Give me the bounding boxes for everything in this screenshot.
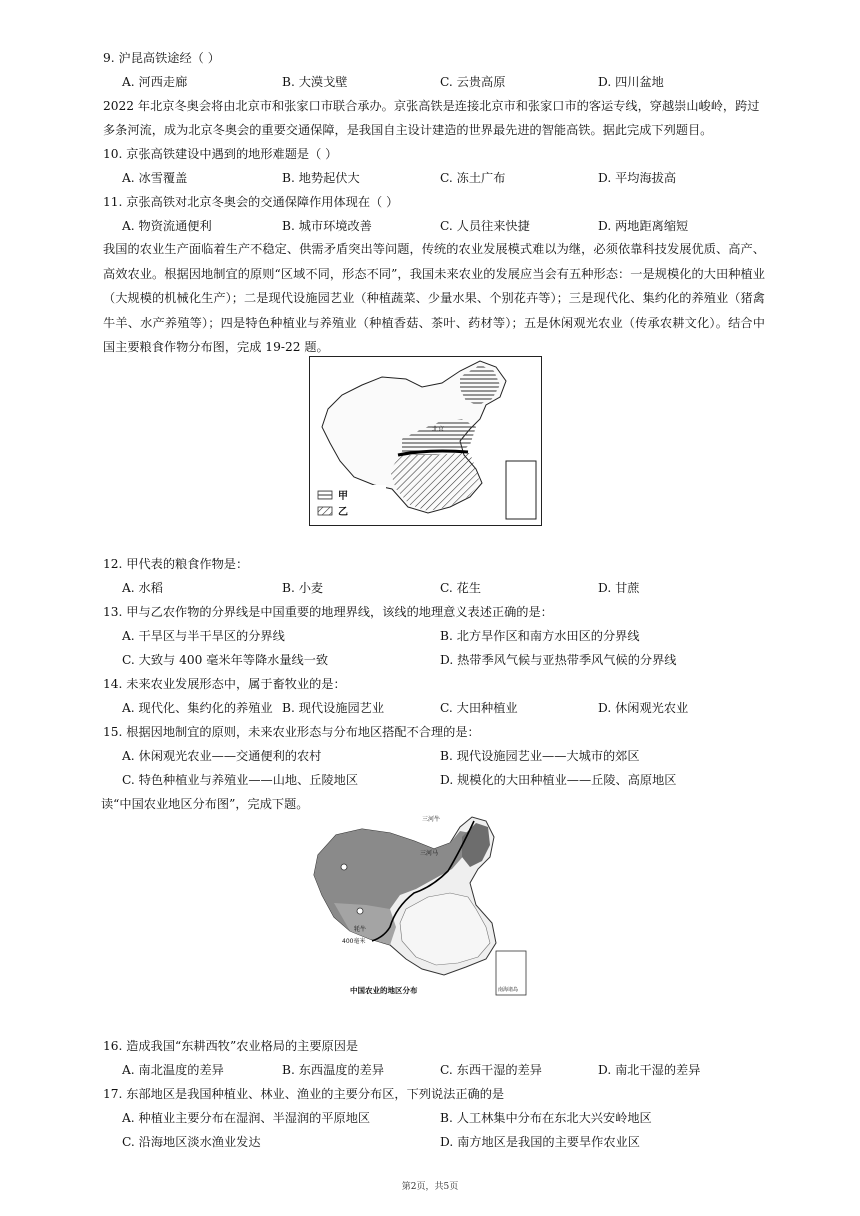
q12-option-b: B. 小麦 xyxy=(282,581,324,595)
map-caption: 中国农业的地区分布 xyxy=(350,986,418,995)
q13-option-a: A. 干旱区与半干旱区的分界线 xyxy=(122,629,285,643)
crop-distribution-map xyxy=(309,356,542,526)
question-10-stem: 10. 京张高铁建设中遇到的地形难题是（ ） xyxy=(103,147,338,161)
south-sea-inset xyxy=(506,461,536,519)
q17-option-c: C. 沿海地区淡水渔业发达 xyxy=(122,1135,261,1149)
passage-3: 读“中国农业地区分布图”，完成下题。 xyxy=(101,797,309,811)
label-sanhema: 三河马 xyxy=(420,850,439,857)
question-11-stem: 11. 京张高铁对北京冬奥会的交通保障作用体现在（ ） xyxy=(103,195,399,209)
q13-option-d: D. 热带季风气候与亚热带季风气候的分界线 xyxy=(440,653,677,667)
map-legend xyxy=(314,485,386,521)
question-9-stem: 9. 沪昆高铁途经（ ） xyxy=(103,51,220,65)
q16-option-c: C. 东西干湿的差异 xyxy=(440,1063,542,1077)
q14-option-d: D. 休闲观光农业 xyxy=(598,701,689,715)
agriculture-regions-map xyxy=(310,813,546,1003)
q14-option-a: A. 现代化、集约化的养殖业 xyxy=(122,701,273,715)
passage-1-line-1: 2022 年北京冬奥会将由北京市和张家口市联合承办。京张高铁是连接北京市和张家口市的客运专线，穿越崇山峻岭，跨过 xyxy=(103,99,760,113)
question-17-stem: 17. 东部地区是我国种植业、林业、渔业的主要分布区，下列说法正确的是 xyxy=(103,1087,505,1101)
crop-map-svg xyxy=(310,357,541,525)
q12-option-a: A. 水稻 xyxy=(122,581,163,595)
q9-option-a: A. 河西走廊 xyxy=(122,75,188,89)
label-sanheniu: 三河牛 xyxy=(422,816,441,823)
label-nanhai: 南海诸岛 xyxy=(498,987,519,993)
q11-option-c: C. 人员往来快捷 xyxy=(440,219,530,233)
q16-option-a: A. 南北温度的差异 xyxy=(122,1063,224,1077)
q10-option-c: C. 冻土广布 xyxy=(440,171,506,185)
q11-option-d: D. 两地距离缩短 xyxy=(598,219,689,233)
agri-map-svg xyxy=(310,813,546,1003)
legend-jia: 甲 xyxy=(338,491,348,502)
question-16-stem: 16. 造成我国“东耕西牧”农业格局的主要原因是 xyxy=(103,1039,359,1053)
q15-option-c: C. 特色种植业与养殖业——山地、丘陵地区 xyxy=(122,773,359,787)
label-400mm: 400毫米 xyxy=(342,938,366,945)
q11-option-b: B. 城市环境改善 xyxy=(282,219,372,233)
passage-2: 我国的农业生产面临着生产不稳定、供需矛盾突出等问题，传统的农业发展模式难以为继，必须依靠科技发展优质、高产、高效农业。根据因地制宜的原则“区域不同，形态不同”，我国未来农业的发展应当会有五种形态：一是规模化的大田种植业（大规模的机械化生产）；二是现代设施园艺业（种植蔬菜、少量水果、个别花卉等）；三是现代化、集约化的养殖业（猪禽牛羊、水产养殖等）；四是特色种植业与养殖业（种植香菇、茶叶、药材等）；五是休闲观光农业（传承农耕文化）。结合中国主要粮食作物分布图，完成 19-22 题。 xyxy=(103,242,765,355)
q17-option-a: A. 种植业主要分布在湿润、半湿润的平原地区 xyxy=(122,1111,371,1125)
passage-1-line-2: 多条河流，成为北京冬奥会的重要交通保障，是我国自主设计建造的世界最先进的智能高铁。据此完成下列题目。 xyxy=(103,123,713,137)
q15-option-b: B. 现代设施园艺业——大城市的郊区 xyxy=(440,749,640,763)
label-yak: 牦牛 xyxy=(354,926,367,933)
q10-option-a: A. 冰雪覆盖 xyxy=(122,171,188,185)
q13-option-b: B. 北方旱作区和南方水田区的分界线 xyxy=(440,629,640,643)
q14-option-b: B. 现代设施园艺业 xyxy=(282,701,385,715)
question-14-stem: 14. 未来农业发展形态中，属于畜牧业的是： xyxy=(103,677,346,691)
q17-option-d: D. 南方地区是我国的主要旱作农业区 xyxy=(440,1135,640,1149)
question-13-stem: 13. 甲与乙农作物的分界线是中国重要的地理界线，该线的地理意义表述正确的是： xyxy=(103,605,553,619)
q10-option-d: D. 平均海拔高 xyxy=(598,171,677,185)
q12-option-c: C. 花生 xyxy=(440,581,482,595)
q12-option-d: D. 甘蔗 xyxy=(598,581,640,595)
question-15-stem: 15. 根据因地制宜的原则，未来农业形态与分布地区搭配不合理的是： xyxy=(103,725,480,739)
q14-option-c: C. 大田种植业 xyxy=(440,701,518,715)
q16-option-d: D. 南北干湿的差异 xyxy=(598,1063,701,1077)
q16-option-b: B. 东西温度的差异 xyxy=(282,1063,385,1077)
q17-option-b: B. 人工林集中分布在东北大兴安岭地区 xyxy=(440,1111,652,1125)
q9-option-c: C. 云贵高原 xyxy=(440,75,506,89)
page-footer: 第2页，共5页 xyxy=(401,1182,459,1192)
legend-yi: 乙 xyxy=(338,507,348,518)
q15-option-a: A. 休闲观光农业——交通便利的农村 xyxy=(122,749,322,763)
q9-option-d: D. 四川盆地 xyxy=(598,75,664,89)
label-beijing: 北京 xyxy=(432,426,445,433)
q11-option-a: A. 物资流通便利 xyxy=(122,219,212,233)
question-12-stem: 12. 甲代表的粮食作物是： xyxy=(103,557,249,571)
q13-option-c: C. 大致与 400 毫米年等降水量线一致 xyxy=(122,653,329,667)
q10-option-b: B. 地势起伏大 xyxy=(282,171,360,185)
q15-option-d: D. 规模化的大田种植业——丘陵、高原地区 xyxy=(440,773,677,787)
q9-option-b: B. 大漠戈壁 xyxy=(282,75,348,89)
